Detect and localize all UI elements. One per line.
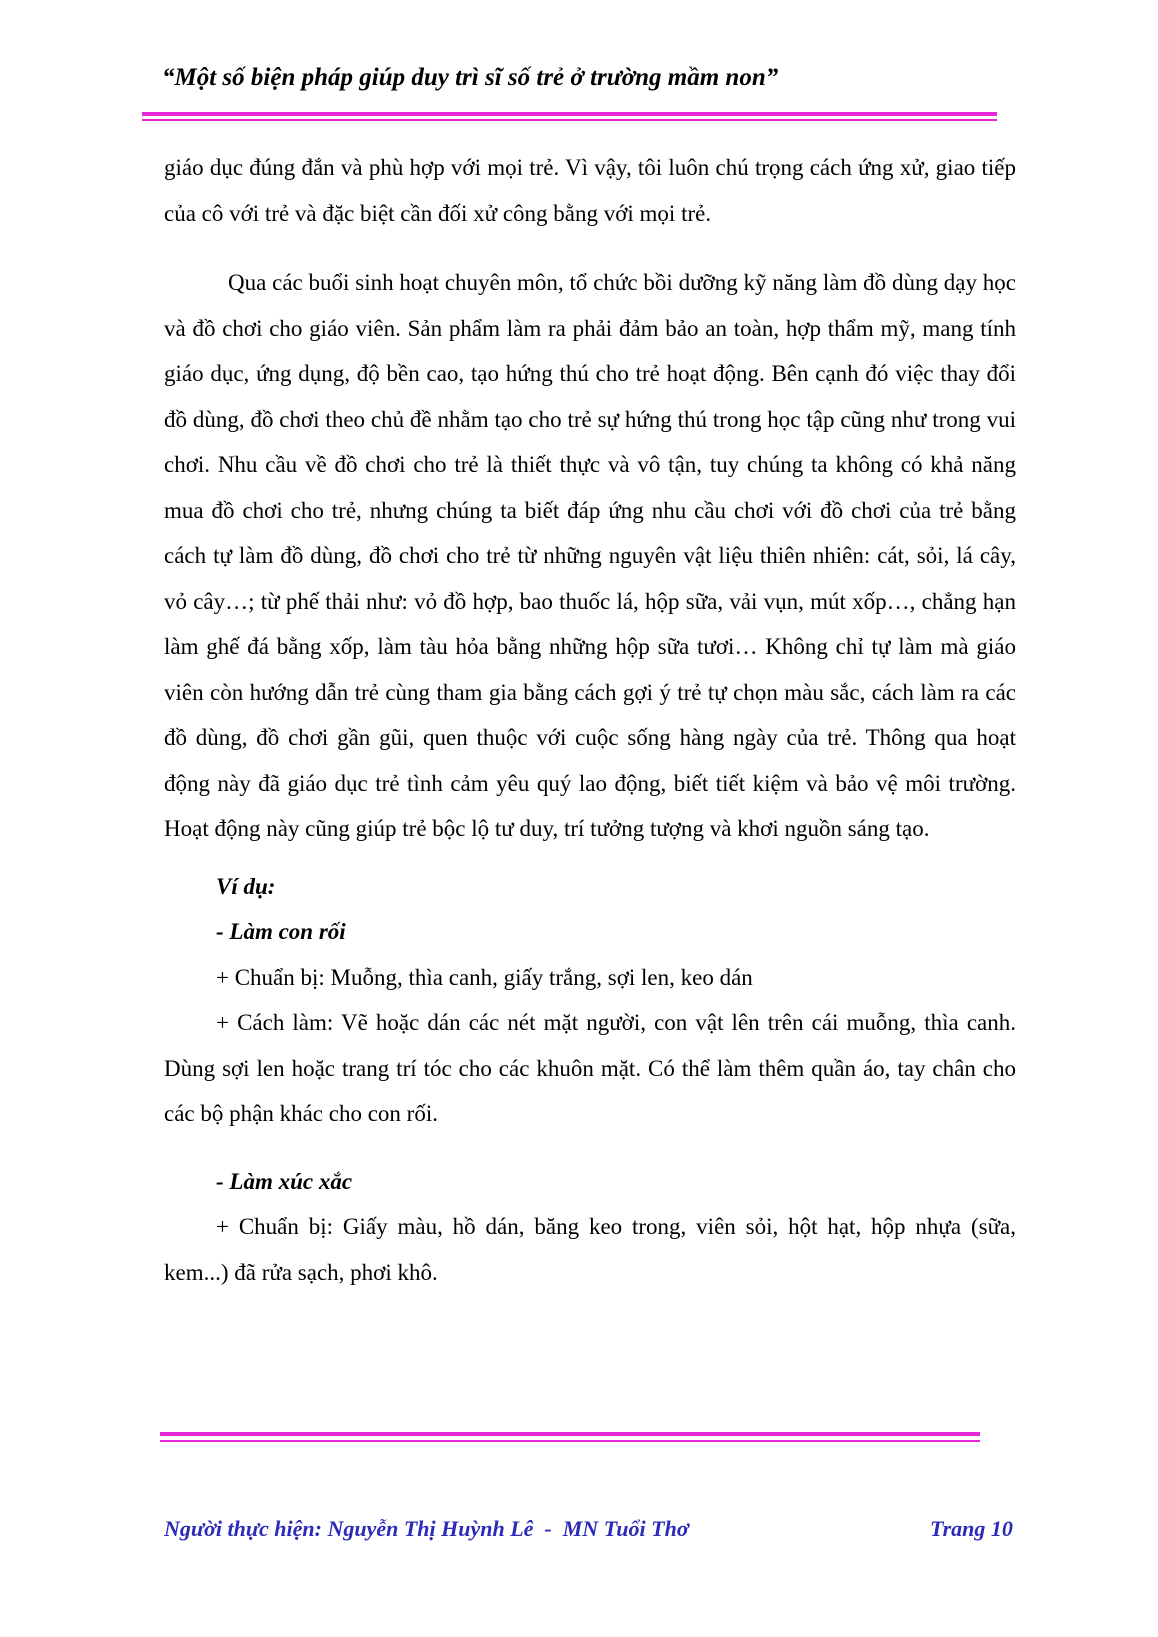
paragraph-main: Qua các buổi sinh hoạt chuyên môn, tổ chức bồi dưỡng kỹ năng làm đồ dùng dạy học và đồ chơi cho giáo viên. Sản phẩm làm ra phải đảm bảo an toàn, hợp thẩm mỹ, mang tính giáo dục, ứng dụng, độ bền cao, tạo hứng thú cho trẻ hoạt động. Bên cạnh đó việc thay đổi đồ dùng, đồ chơi theo chủ đề nhằm tạo cho trẻ sự hứng thú trong học tập cũng như trong vui chơi. Nhu cầu về đồ chơi cho trẻ là thiết thực và vô tận, tuy chúng ta không có khả năng mua đồ chơi cho trẻ, nhưng chúng ta biết đáp ứng nhu cầu chơi với đồ chơi của trẻ bằng cách tự làm đồ dùng, đồ chơi cho trẻ từ những nguyên vật liệu thiên nhiên: cát, sỏi, lá cây, vỏ cây…; từ phế thải như: vỏ đồ hợp, bao thuốc lá, hộp sữa, vải vụn, mút xốp…, chẳng hạn làm ghế đá bằng xốp, làm tàu hỏa bằng những hộp sữa tươi… Không chỉ tự làm mà giáo viên còn hướng dẫn trẻ cùng tham gia bằng cách gợi ý trẻ tự chọn màu sắc, cách làm ra các đồ dùng, đồ chơi gần gũi, quen thuộc với cuộc sống hàng ngày của trẻ. Thông qua hoạt động này đã giáo dục trẻ tình cảm yêu quý lao động, biết tiết kiệm và bảo vệ môi trường. Hoạt động này cũng giúp trẻ bộc lộ tư duy, trí tưởng tượng và khơi nguồn sáng tạo. [164, 270, 1016, 841]
page-label: Trang [930, 1516, 986, 1541]
dice-heading: - Làm xúc xắc [216, 1168, 353, 1194]
page-body [164, 145, 1016, 1295]
example-label: Ví dụ: [216, 873, 276, 899]
header-rule-top [142, 112, 997, 116]
document-title: “Một số biện pháp giúp duy trì sĩ số trẻ ở trường mầm non” [162, 64, 779, 91]
header-rule-bottom [142, 119, 997, 121]
footer-rule-bottom [160, 1440, 980, 1442]
page-number: 10 [990, 1516, 1013, 1541]
puppet-heading: - Làm con rối [216, 919, 346, 944]
footer-page [930, 1516, 1013, 1542]
paragraph-continuation: giáo dục đúng đắn và phù hợp với mọi trẻ. Vì vậy, tôi luôn chú trọng cách ứng xử, giao tiếp của cô với trẻ và đặc biệt cần đối xử công bằng với mọi trẻ. [164, 155, 1016, 226]
footer-author: Người thực hiện: Nguyễn Thị Huỳnh Lê - MN Tuổi Thơ [164, 1516, 689, 1541]
puppet-method: + Cách làm: Vẽ hoặc dán các nét mặt người, con vật lên trên cái muỗng, thìa canh. Dùng sợi len hoặc trang trí tóc cho các khuôn mặt. Có thể làm thêm quần áo, tay chân cho các bộ phận khác cho con rối. [164, 1010, 1016, 1126]
footer-rule-top [160, 1432, 980, 1436]
dice-preparation: + Chuẩn bị: Giấy màu, hồ dán, băng keo trong, viên sỏi, hột hạt, hộp nhựa (sữa, kem...) đã rửa sạch, phơi khô. [164, 1214, 1016, 1285]
puppet-preparation: + Chuẩn bị: Muỗng, thìa canh, giấy trắng, sợi len, keo dán [216, 964, 753, 990]
